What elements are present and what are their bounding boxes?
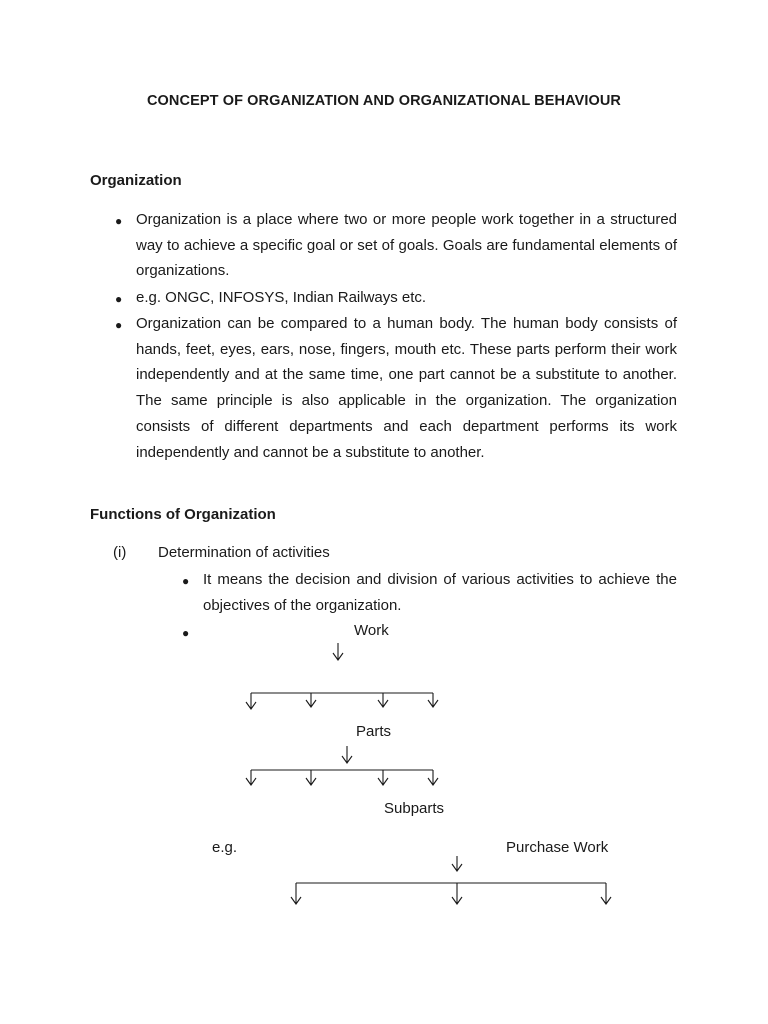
arrow-head-icon [306,700,316,707]
section-heading-functions: Functions of Organization [90,506,276,523]
diagram-label-parts: Parts [356,723,392,740]
diagram-label-eg: e.g. [212,839,238,856]
bullet-icon: ● [182,626,190,640]
arrow-head-icon [378,700,388,707]
arrow-head-icon [452,864,462,871]
arrow-head-icon [428,700,438,707]
arrow-head-icon [452,897,462,904]
organization-bullet-1: Organization is a place where two or more people work together in a structured way to achieve a specific goal or set of goals. Goals are fundamental elements of organizations. [136,211,677,280]
organization-bullet-3: Organization can be compared to a human body. The human body consists of hands, feet, eyes, ears, nose, fingers, mouth etc. These parts perform their work independently and at the same time, one part cannot be a substitute to another. The same principle is also applicable in the organization. The organization consists of different departments and each department performs its work independently and cannot be a substitute to another. [136,315,677,461]
arrow-head-icon [428,778,438,785]
arrow-head-icon [601,897,611,904]
arrow-head-icon [342,756,352,763]
list-item-number: (i) [113,544,127,561]
diagram-label-purchase-work: Purchase Work [506,839,609,856]
bullet-icon: ● [115,292,123,306]
functions-bullet-1: It means the decision and division of various activities to achieve the objectives of the organization. [203,571,677,614]
arrow-head-icon [246,778,256,785]
arrow-head-icon [333,653,343,660]
arrow-head-icon [378,778,388,785]
bullet-icon: ● [182,574,190,588]
arrow-head-icon [291,897,301,904]
bullet-icon: ● [115,214,123,228]
bullet-icon: ● [115,318,123,332]
diagram-label-subparts: Subparts [384,800,445,817]
diagram-label-work: Work [354,622,389,639]
list-item-title: Determination of activities [158,544,330,561]
arrow-head-icon [246,702,256,709]
section-heading-organization: Organization [90,172,182,189]
organization-bullet-2: e.g. ONGC, INFOSYS, Indian Railways etc. [136,289,427,306]
page-title: CONCEPT OF ORGANIZATION AND ORGANIZATIONAL BEHAVIOUR [146,93,622,109]
arrow-head-icon [306,778,316,785]
